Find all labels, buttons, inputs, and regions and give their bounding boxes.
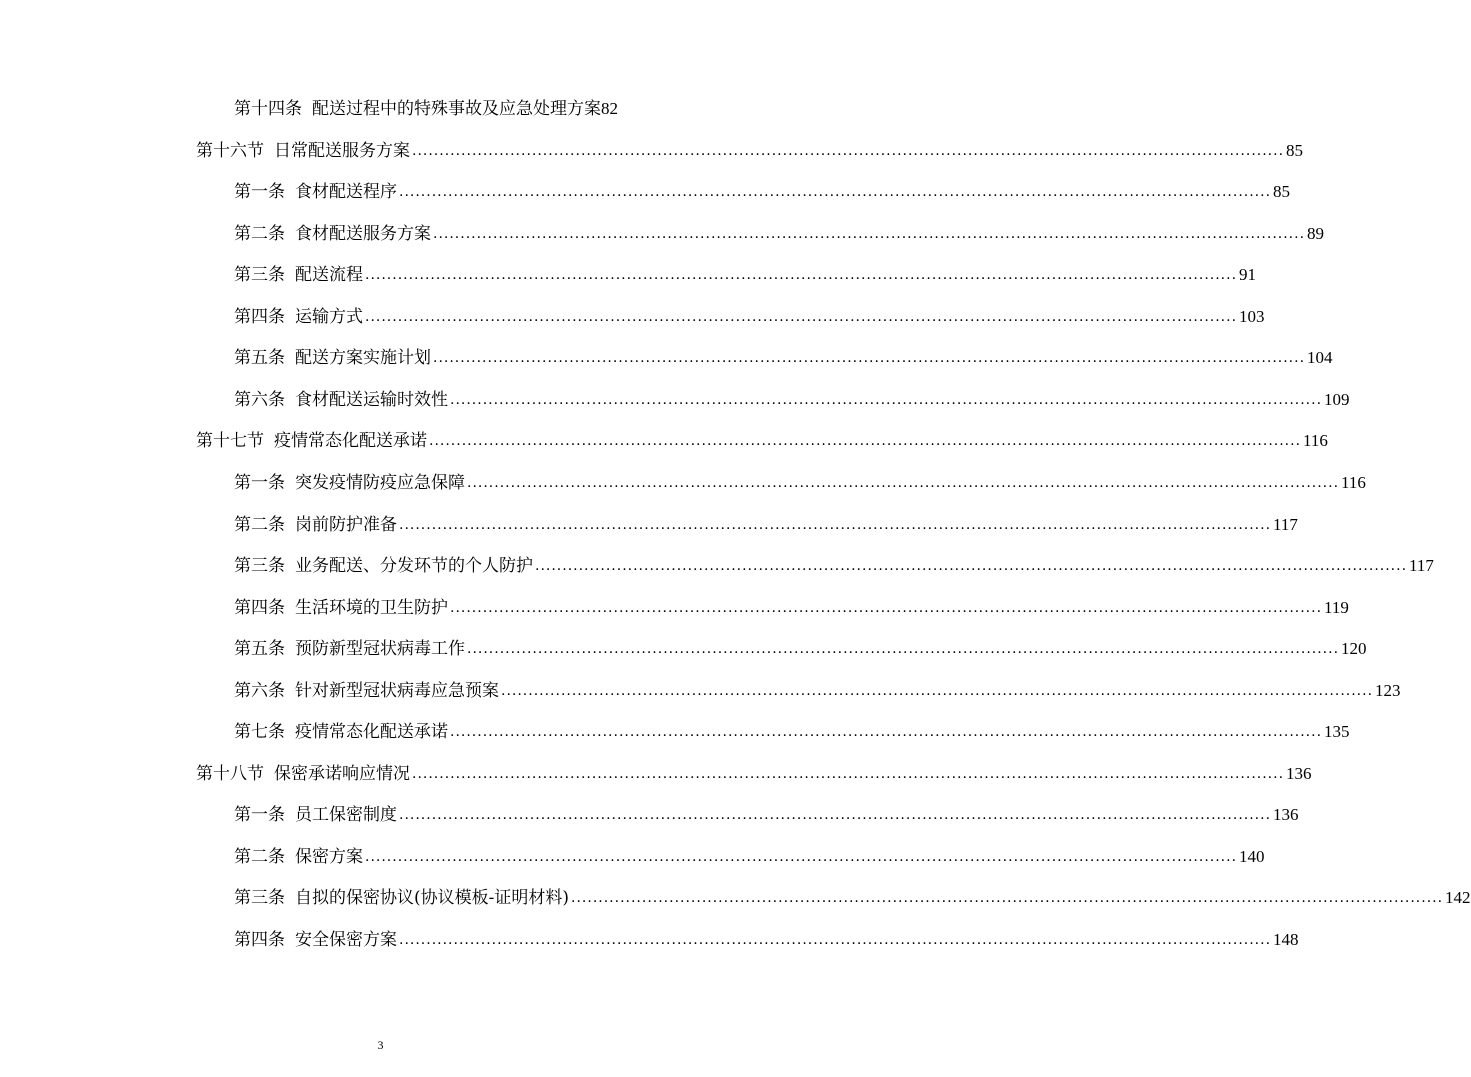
toc-entry-label: 第三条 (234, 556, 285, 577)
toc-entry[interactable] (234, 217, 1325, 251)
toc-entry-page: 136 (1273, 805, 1299, 825)
toc-entry-page: 89 (1307, 223, 1325, 243)
toc-entry-label: 第三条 (234, 888, 285, 909)
toc-entry-title: 食材配送程序 (295, 182, 397, 203)
toc-entry-page: 103 (1239, 306, 1265, 326)
toc-entry[interactable] (196, 757, 1312, 791)
toc-entry[interactable] (234, 300, 1265, 334)
toc-dot-leader: ................................................................................................................................................................ (450, 599, 1323, 616)
toc-dot-leader: ................................................................................................................................................................ (365, 848, 1238, 865)
toc-entry-label: 第五条 (234, 639, 285, 660)
toc-entry-title: 自拟的保密协议(协议模板-证明材料) (295, 888, 570, 909)
toc-entry-page: 117 (1409, 556, 1434, 576)
toc-entry-label: 第二条 (234, 223, 285, 244)
toc-entry-label: 第七条 (234, 722, 285, 743)
toc-dot-leader: ................................................................................................................................................................ (571, 890, 1444, 907)
toc-entry-title: 配送流程 (295, 265, 363, 286)
toc-entry-title: 食材配送服务方案 (295, 223, 431, 244)
toc-dot-leader: ................................................................................................................................................................ (433, 225, 1306, 242)
page-number: 3 (377, 1038, 384, 1052)
toc-entry-page: 91 (1239, 265, 1257, 285)
toc-entry-label: 第十四条 (234, 99, 302, 119)
toc-entry[interactable] (234, 591, 1349, 625)
toc-entry-label: 第一条 (234, 182, 285, 203)
toc-entry-title: 预防新型冠状病毒工作 (295, 639, 465, 660)
toc-entry-label: 第二条 (234, 846, 285, 867)
toc-entry[interactable] (234, 881, 1471, 915)
toc-entry-title: 突发疫情防疫应急保障 (295, 472, 465, 493)
toc-entry-page: 109 (1324, 389, 1350, 409)
toc-entry-page: 119 (1324, 597, 1349, 617)
toc-entry-title: 针对新型冠状病毒应急预案 (295, 680, 499, 701)
toc-entry-label: 第四条 (234, 930, 285, 950)
toc-entry[interactable] (234, 840, 1265, 874)
toc-dot-leader: ................................................................................................................................................................ (399, 516, 1272, 533)
toc-entry-page: 117 (1273, 514, 1298, 534)
toc-entry-page: 136 (1286, 763, 1312, 783)
toc-entry[interactable] (196, 424, 1328, 458)
toc-entry[interactable] (234, 923, 1299, 957)
toc-dot-leader: ................................................................................................................................................................ (365, 267, 1238, 284)
toc-entry-title: 保密方案 (295, 846, 363, 867)
toc-entry-label: 第六条 (234, 680, 285, 701)
toc-entry-title: 配送过程中的特殊事故及应急处理方案 (312, 99, 601, 119)
toc-entry-page: 82 (601, 99, 618, 118)
toc-entry[interactable] (234, 508, 1298, 542)
toc-entry-page: 120 (1341, 639, 1367, 659)
toc-entry-label: 第五条 (234, 348, 285, 369)
toc-entry-page: 85 (1286, 140, 1304, 160)
toc-entry-title: 生活环境的卫生防护 (295, 597, 448, 618)
toc-dot-leader: ................................................................................................................................................................ (412, 142, 1285, 159)
toc-entry-title: 员工保密制度 (295, 805, 397, 826)
toc-entry-label: 第十八节 (196, 763, 264, 784)
toc-entry[interactable] (234, 466, 1366, 500)
toc-entry-page: 116 (1303, 431, 1328, 451)
toc-entry-title: 食材配送运输时效性 (295, 389, 448, 410)
toc-dot-leader: ................................................................................................................................................................ (450, 724, 1323, 741)
toc-dot-leader: ................................................................................................................................................................ (433, 350, 1306, 367)
toc-entry-label: 第一条 (234, 805, 285, 826)
toc-entry-title: 疫情常态化配送承诺 (274, 431, 427, 452)
toc-dot-leader: ................................................................................................................................................................ (365, 308, 1238, 325)
toc-entry-page: 142 (1445, 888, 1471, 908)
toc-entry-label: 第十六节 (196, 140, 264, 161)
toc-dot-leader: ................................................................................................................................................................ (535, 558, 1408, 575)
toc-entry-page: 104 (1307, 348, 1333, 368)
toc-dot-leader: ................................................................................................................................................................ (399, 807, 1272, 824)
toc-entry[interactable] (234, 798, 1299, 832)
toc-entry-label: 第一条 (234, 472, 285, 493)
toc-entry-label: 第十七节 (196, 431, 264, 452)
toc-dot-leader: ................................................................................................................................................................ (399, 184, 1272, 201)
toc-entry-label: 第四条 (234, 597, 285, 618)
toc-entry[interactable] (234, 92, 618, 126)
toc-entry[interactable] (234, 383, 1350, 417)
toc-entry-page: 116 (1341, 472, 1366, 492)
toc-dot-leader: ................................................................................................................................................................ (412, 765, 1285, 782)
toc-dot-leader: ................................................................................................................................................................ (429, 433, 1302, 450)
toc-entry[interactable] (234, 549, 1434, 583)
toc-entry-page: 123 (1375, 680, 1401, 700)
toc-entry-label: 第六条 (234, 389, 285, 410)
toc-entry-title: 安全保密方案 (295, 930, 397, 950)
toc-entry-label: 第三条 (234, 265, 285, 286)
toc-entry[interactable] (234, 175, 1291, 209)
toc-entry-title: 业务配送、分发环节的个人防护 (295, 556, 533, 577)
toc-entry[interactable] (234, 674, 1401, 708)
toc-entry[interactable] (234, 632, 1367, 666)
toc-entry[interactable] (234, 341, 1333, 375)
toc-entry-page: 140 (1239, 846, 1265, 866)
toc-entry-page: 148 (1273, 930, 1299, 949)
toc-dot-leader: ................................................................................................................................................................ (501, 682, 1374, 699)
toc-entry-title: 疫情常态化配送承诺 (295, 722, 448, 743)
toc-entry-page: 135 (1324, 722, 1350, 742)
toc-entry[interactable] (234, 715, 1350, 749)
toc-entry-title: 保密承诺响应情况 (274, 763, 410, 784)
toc-entry-page: 85 (1273, 182, 1291, 202)
toc-entry-title: 日常配送服务方案 (274, 140, 410, 161)
toc-dot-leader: ................................................................................................................................................................ (467, 474, 1340, 491)
toc-entry[interactable] (196, 134, 1304, 168)
toc-entry-title: 配送方案实施计划 (295, 348, 431, 369)
toc-entry-title: 岗前防护准备 (295, 514, 397, 535)
toc-dot-leader: ................................................................................................................................................................ (467, 641, 1340, 658)
toc-entry[interactable] (234, 258, 1257, 292)
toc-dot-leader: ................................................................................................................................................................ (450, 391, 1323, 408)
toc-dot-leader: ................................................................................................................................................................ (399, 932, 1272, 948)
toc-entry-label: 第二条 (234, 514, 285, 535)
toc-entry-label: 第四条 (234, 306, 285, 327)
toc-entry-title: 运输方式 (295, 306, 363, 327)
